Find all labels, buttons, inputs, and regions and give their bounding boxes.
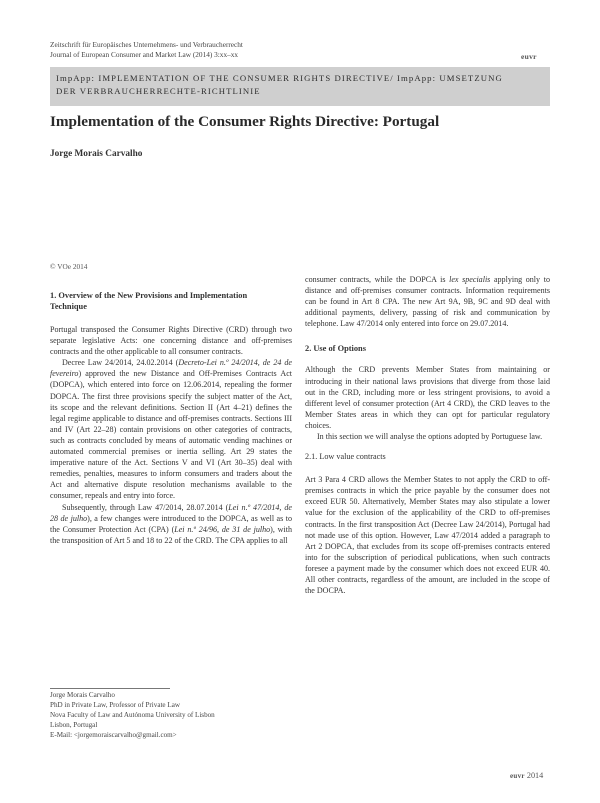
page-footer [510,771,543,780]
italic-citation: Decreto-Lei n.º 24/2014, de 24 de fevereiro [50,358,292,379]
author-footnote [50,690,215,740]
section-2-1-heading: 2.1. Low value contracts [305,452,386,462]
italic-citation: Lei n.º 47/2014, de 28 de julho [50,502,292,523]
left-column [50,290,292,546]
banner-line-2: DER VERBRAUCHERRECHTE-RICHTLINIE [56,86,261,96]
article-title: Implementation of the Consumer Rights Directive: Portugal [50,113,440,130]
banner-line-1: ImpApp: IMPLEMENTATION OF THE CONSUMER RIGHTS DIRECTIVE/ ImpApp: UMSETZUNG [56,73,503,83]
footnote-faculty: Nova Faculty of Law and Autónoma University of Lisbon [50,711,215,719]
footnote-city: Lisbon, Portugal [50,721,98,729]
journal-name [50,40,243,60]
text-run: Decree Law 24/2014, 24.02.2014 ( [62,358,179,368]
section-1-heading-line-1: 1. Overview of the New Provisions and Implementation [50,291,248,300]
paragraph [305,274,550,329]
text-run: applying only to distance and off-premises consumer contracts. Information requirements can be found in Art 8 CPA. The new Art 9A, 9B, 9C and 9D deal with additional payments, delivery, passing of risk and communication by telephone. Law 47/2014 only entered into force on 29.07.2014. [305,275,550,329]
footer-logo: euvr [510,772,525,780]
section-2-heading: 2. Use of Options [305,344,366,354]
article-author: Jorge Morais Carvalho [50,149,143,159]
text-run: ), a few changes were introduced to the DOPCA, as well as to the Consumer Protection Act (CPA) ( [50,513,292,534]
footnote-rule [50,688,170,689]
text-run: ) approved the new Distance and Off-Premises Contracts Act (DOPCA), which entered into force on 12.06.2014, repealing the former DOPCA. The first three provisions specify the subject matter of the Act, its scope and the relevant definitions. Section II (Art 4–21) defines the legal regime applicable to distance and off-premises contracts. Sections III and IV (Art 22–28) contain provisions on other categories of contracts, such as contracts concluded by means of automatic vending machines or automated commercial premises or inertia selling. Art 29 states the imperative nature of the Act. Sections V and VI (Art 30–35) deal with remedies, penalties, measures to inform consumers and traders about the Act and alternative dispute resolution mechanisms available to the consumer, repeals and entry into force. [50,369,292,501]
paragraph [50,502,292,546]
journal-line-2: Journal of European Consumer and Market Law (2014) 3:xx–xx [50,50,239,59]
text-run: Subsequently, through Law 47/2014, 28.07.2014 ( [62,502,229,512]
text-run: ), with the transposition of Art 5 and 18 to 22 of the CRD. The CPA applies to all [50,524,292,545]
section-1-heading-line-2: Technique [50,302,87,311]
paragraph: In this section we will analyse the options adopted by Portuguese law. [317,432,543,442]
text-run: consumer contracts, while the DOPCA is [305,275,450,284]
footnote-name: Jorge Morais Carvalho [50,691,115,699]
italic-term: lex specialis [449,275,491,284]
copyright-notice: © VOe 2014 [50,262,88,271]
euvr-logo: euvr [521,52,537,61]
footnote-role: PhD in Private Law, Professor of Private Law [50,701,180,709]
section-banner [50,67,550,106]
footnote-email: E-Mail: <jorgemoraiscarvalho@gmail.com> [50,731,177,739]
italic-citation: Lei n.º 24/96, de 31 de julho [174,524,271,534]
footer-year: 2014 [526,771,544,780]
paragraph [50,357,292,501]
paragraph: Art 3 Para 4 CRD allows the Member States to not apply the CRD to off-premises contracts in which the price payable by the consumer does not exceed EUR 50. Alternatively, Member States may also stipulate a lower value for the exclusion of the applicability of the CRD to off-premises contracts. In the first transposition Act (Decree Law 24/2014), Portugal had not made use of this option. However, Law 47/2014 added a paragraph to Art 2 DOPCA, that excludes from its scope off-premises contracts entered into for the subscription of periodical publications, when such contracts foresee a payment made by the consumer which does not exceed EUR 40. All other contracts, regardless of the amount, are included in the scope of the DOCPA. [305,475,550,596]
journal-line-1: Zeitschrift für Europäisches Unternehmens- und Verbraucherrecht [50,40,243,49]
paragraph: Portugal transposed the Consumer Rights Directive (CRD) through two separate legislative Acts: one concerning distance and off-premises contracts and the other applicable to all consumer contracts. [50,325,292,357]
paragraph: Although the CRD prevents Member States from maintaining or introducing in their national laws provisions that diverge from those laid out in the CRD, including more or less stringent provisions, to avoid a different level of consumer protection (Art 4 CRD), the CRD leaves to the Member States areas in which they can opt for particular regulatory choices. [305,365,550,430]
section-1-heading [50,290,292,312]
right-column [305,274,550,596]
